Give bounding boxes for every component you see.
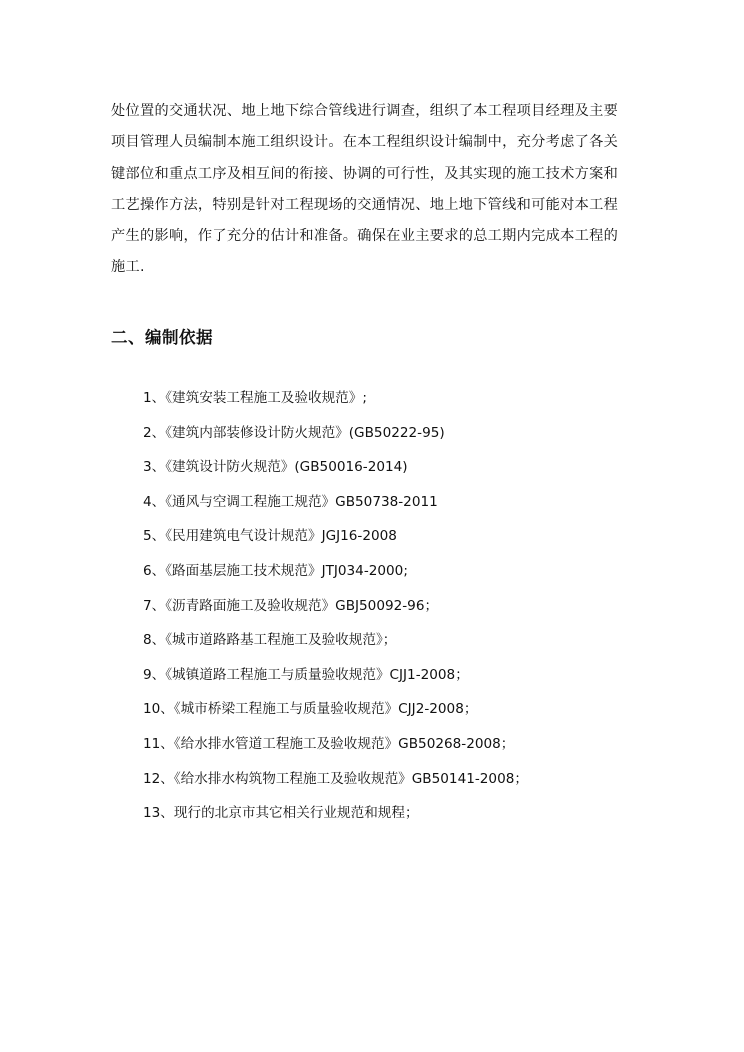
- reference-item: 2、《建筑内部装修设计防火规范》(GB50222-95): [143, 424, 445, 441]
- reference-item: 10、《城市桥梁工程施工与质量验收规范》CJJ2-2008；: [143, 701, 478, 718]
- intro-paragraph: [111, 96, 647, 284]
- reference-item: 7、《沥青路面施工及验收规范》GBJ50092-96；: [143, 597, 439, 614]
- reference-item: 9、《城镇道路工程施工与质量验收规范》CJJ1-2008；: [143, 666, 469, 683]
- reference-item: 4、《通风与空调工程施工规范》GB50738-2011: [143, 493, 438, 510]
- paragraph-line: 产生的影响，作了充分的估计和准备。确保在业主要求的总工期内完成本工程的: [111, 228, 619, 245]
- reference-item: 12、《给水排水构筑物工程施工及验收规范》GB50141-2008；: [143, 770, 528, 787]
- reference-item: 3、《建筑设计防火规范》(GB50016-2014): [143, 459, 408, 476]
- paragraph-line: 项目管理人员编制本施工组织设计。在本工程组织设计编制中，充分考虑了各关: [111, 134, 619, 151]
- paragraph-line: 处位置的交通状况、地上地下综合管线进行调查，组织了本工程项目经理及主要: [111, 103, 619, 119]
- paragraph-line: 工艺操作方法，特别是针对工程现场的交通情况、地上地下管线和可能对本工程: [111, 196, 619, 213]
- paragraph-line: 键部位和重点工序及相互间的衔接、协调的可行性，及其实现的施工技术方案和: [111, 165, 619, 182]
- reference-item: 8、《城市道路路基工程施工及验收规范》；: [143, 632, 397, 649]
- paragraph-line: 施工.: [111, 259, 145, 276]
- reference-item: 11、《给水排水管道工程施工及验收规范》GB50268-2008；: [143, 735, 515, 752]
- reference-item: 1、《建筑安装工程施工及验收规范》;: [143, 390, 367, 406]
- section-heading: 二、编制依据: [111, 328, 213, 347]
- reference-item: 5、《民用建筑电气设计规范》JGJ16-2008: [143, 528, 397, 545]
- reference-item: 6、《路面基层施工技术规范》JTJ034-2000;: [143, 562, 408, 579]
- reference-item: 13、现行的北京市其它相关行业规范和规程；: [143, 805, 419, 822]
- reference-list: [143, 381, 528, 831]
